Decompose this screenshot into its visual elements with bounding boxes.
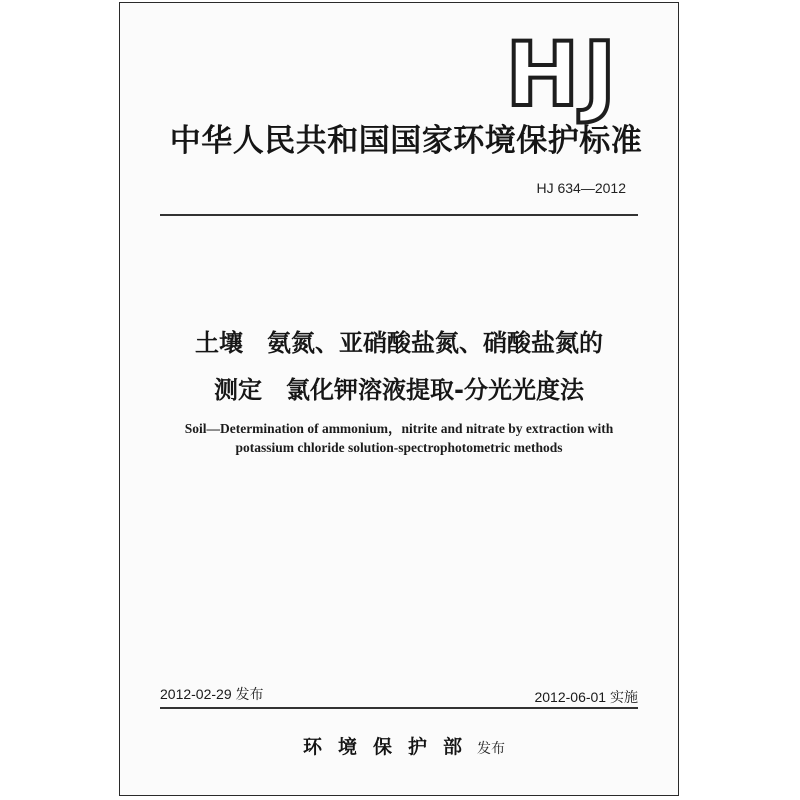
title-en-line1: Soil—Determination of ammonium，nitrite and nitrate by extraction with — [184, 421, 614, 436]
publisher-suffix: 发布 — [477, 741, 506, 757]
issue-date: 2012-02-29 发布 — [160, 686, 264, 702]
standard-cover-page — [119, 2, 679, 796]
bottom-divider — [160, 707, 638, 709]
org-title: 中华人民共和国国家环境保护标准 — [169, 123, 643, 159]
implementation-date: 2012-06-01 实施 — [534, 689, 638, 705]
publisher-name: 环境保护部 — [302, 736, 478, 758]
title-en-line2: potassium chloride solution-spectrophotometric methods — [235, 440, 563, 455]
standard-number: HJ 634—2012 — [536, 180, 626, 196]
publisher-line — [120, 732, 678, 759]
top-divider — [160, 214, 638, 216]
hj-logo: HJ — [505, 23, 620, 126]
title-cn-line1: 土壤 氨氮、亚硝酸盐氮、硝酸盐氮的 — [195, 329, 603, 357]
title-cn-line2: 测定 氯化钾溶液提取-分光光度法 — [214, 376, 584, 404]
